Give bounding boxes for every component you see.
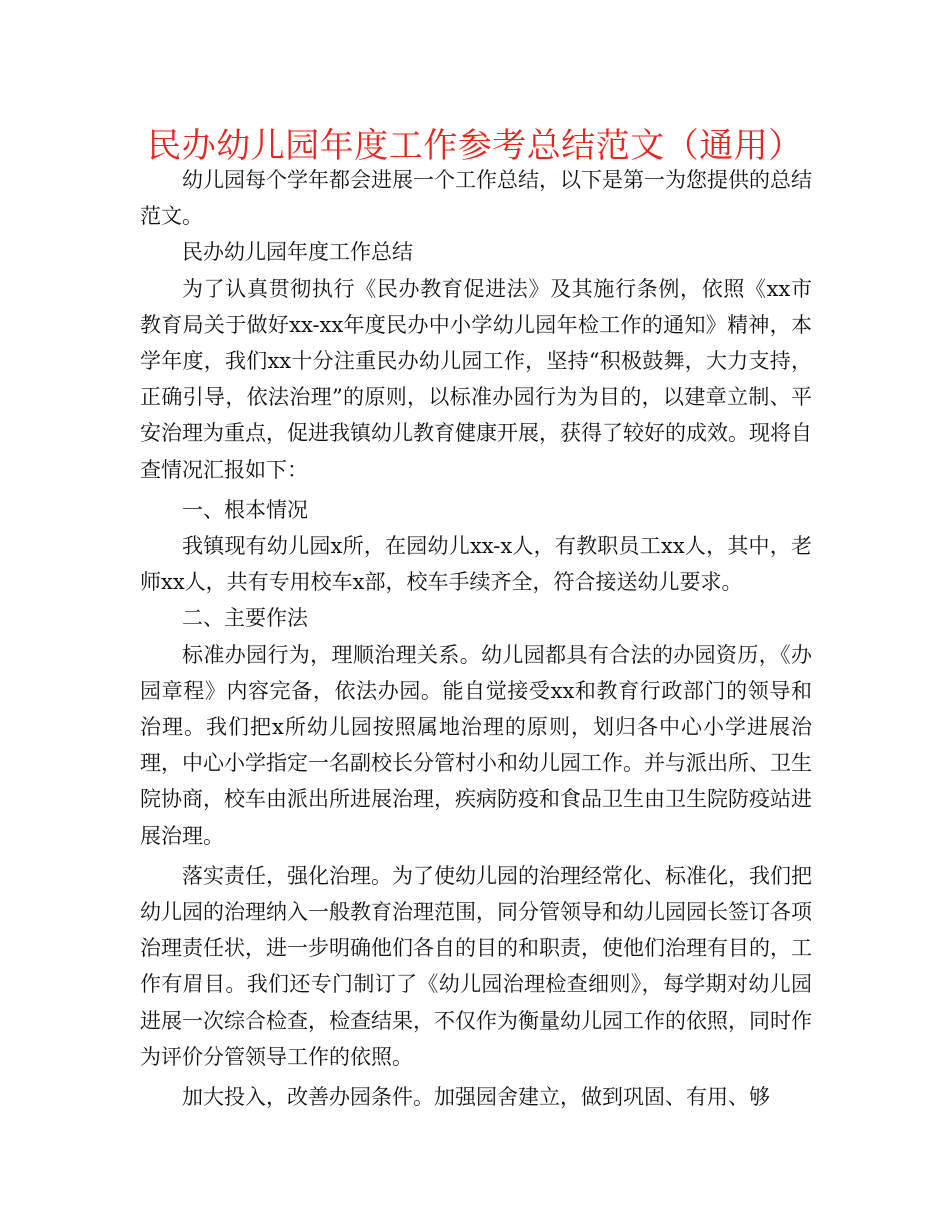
body-paragraph: 标准办园行为，理顺治理关系。幼儿园都具有合法的办园资历，《办园章程》内容完备，依法办园。能自觉接受xx和教育行政部门的领导和治理。我们把x所幼儿园按照属地治理的原则，划归各中心小学进展治理，中心小学指定一名副校长分管村小和幼儿园工作。并与派出所、卫生院协商，校车由派出所进展治理，疾病防疫和食品卫生由卫生院防疫站进展治理。 bbox=[140, 642, 812, 848]
body-paragraph: 落实责任，强化治理。为了使幼儿园的治理经常化、标准化，我们把幼儿园的治理纳入一般教育治理范围，同分管领导和幼儿园园长签订各项治理责任状，进一步明确他们各自的目的和职责，使他们治理有目的，工作有眉目。我们还专门制订了《幼儿园治理检查细则》，每学期对幼儿园进展一次综合检查，检查结果，不仅作为衡量幼儿园工作的依照，同时作为评价分管领导工作的依照。 bbox=[140, 863, 812, 1069]
document-title: 民办幼儿园年度工作参考总结范文（通用） bbox=[147, 126, 803, 166]
body-paragraph: 为了认真贯彻执行《民办教育促进法》及其施行条例，依照《xx市教育局关于做好xx-xx年度民办中小学幼儿园年检工作的通知》精神，本学年度，我们xx十分注重民办幼儿园工作，坚持“积极鼓舞，大力支持，正确引导，依法治理”的原则，以标准办园行为为目的，以建章立制、平安治理为重点，促进我镇幼儿教育健康开展，获得了较好的成效。现将自查情况汇报如下： bbox=[140, 276, 812, 482]
section-heading: 一、根本情况 bbox=[182, 497, 308, 522]
section-heading: 民办幼儿园年度工作总结 bbox=[182, 240, 413, 265]
body-paragraph: 我镇现有幼儿园x所，在园幼儿xx-x人，有教职员工xx人，其中，老师xx人，共有专用校车x部，校车手续齐全，符合接送幼儿要求。 bbox=[140, 534, 812, 595]
section-heading: 二、主要作法 bbox=[182, 606, 308, 631]
body-paragraph: 加大投入，改善办园条件。加强园舍建立，做到巩固、有用、够 bbox=[182, 1085, 770, 1110]
intro-paragraph: 幼儿园每个学年都会进展一个工作总结，以下是第一为您提供的总结范文。 bbox=[140, 168, 812, 229]
document-body bbox=[140, 162, 812, 1115]
